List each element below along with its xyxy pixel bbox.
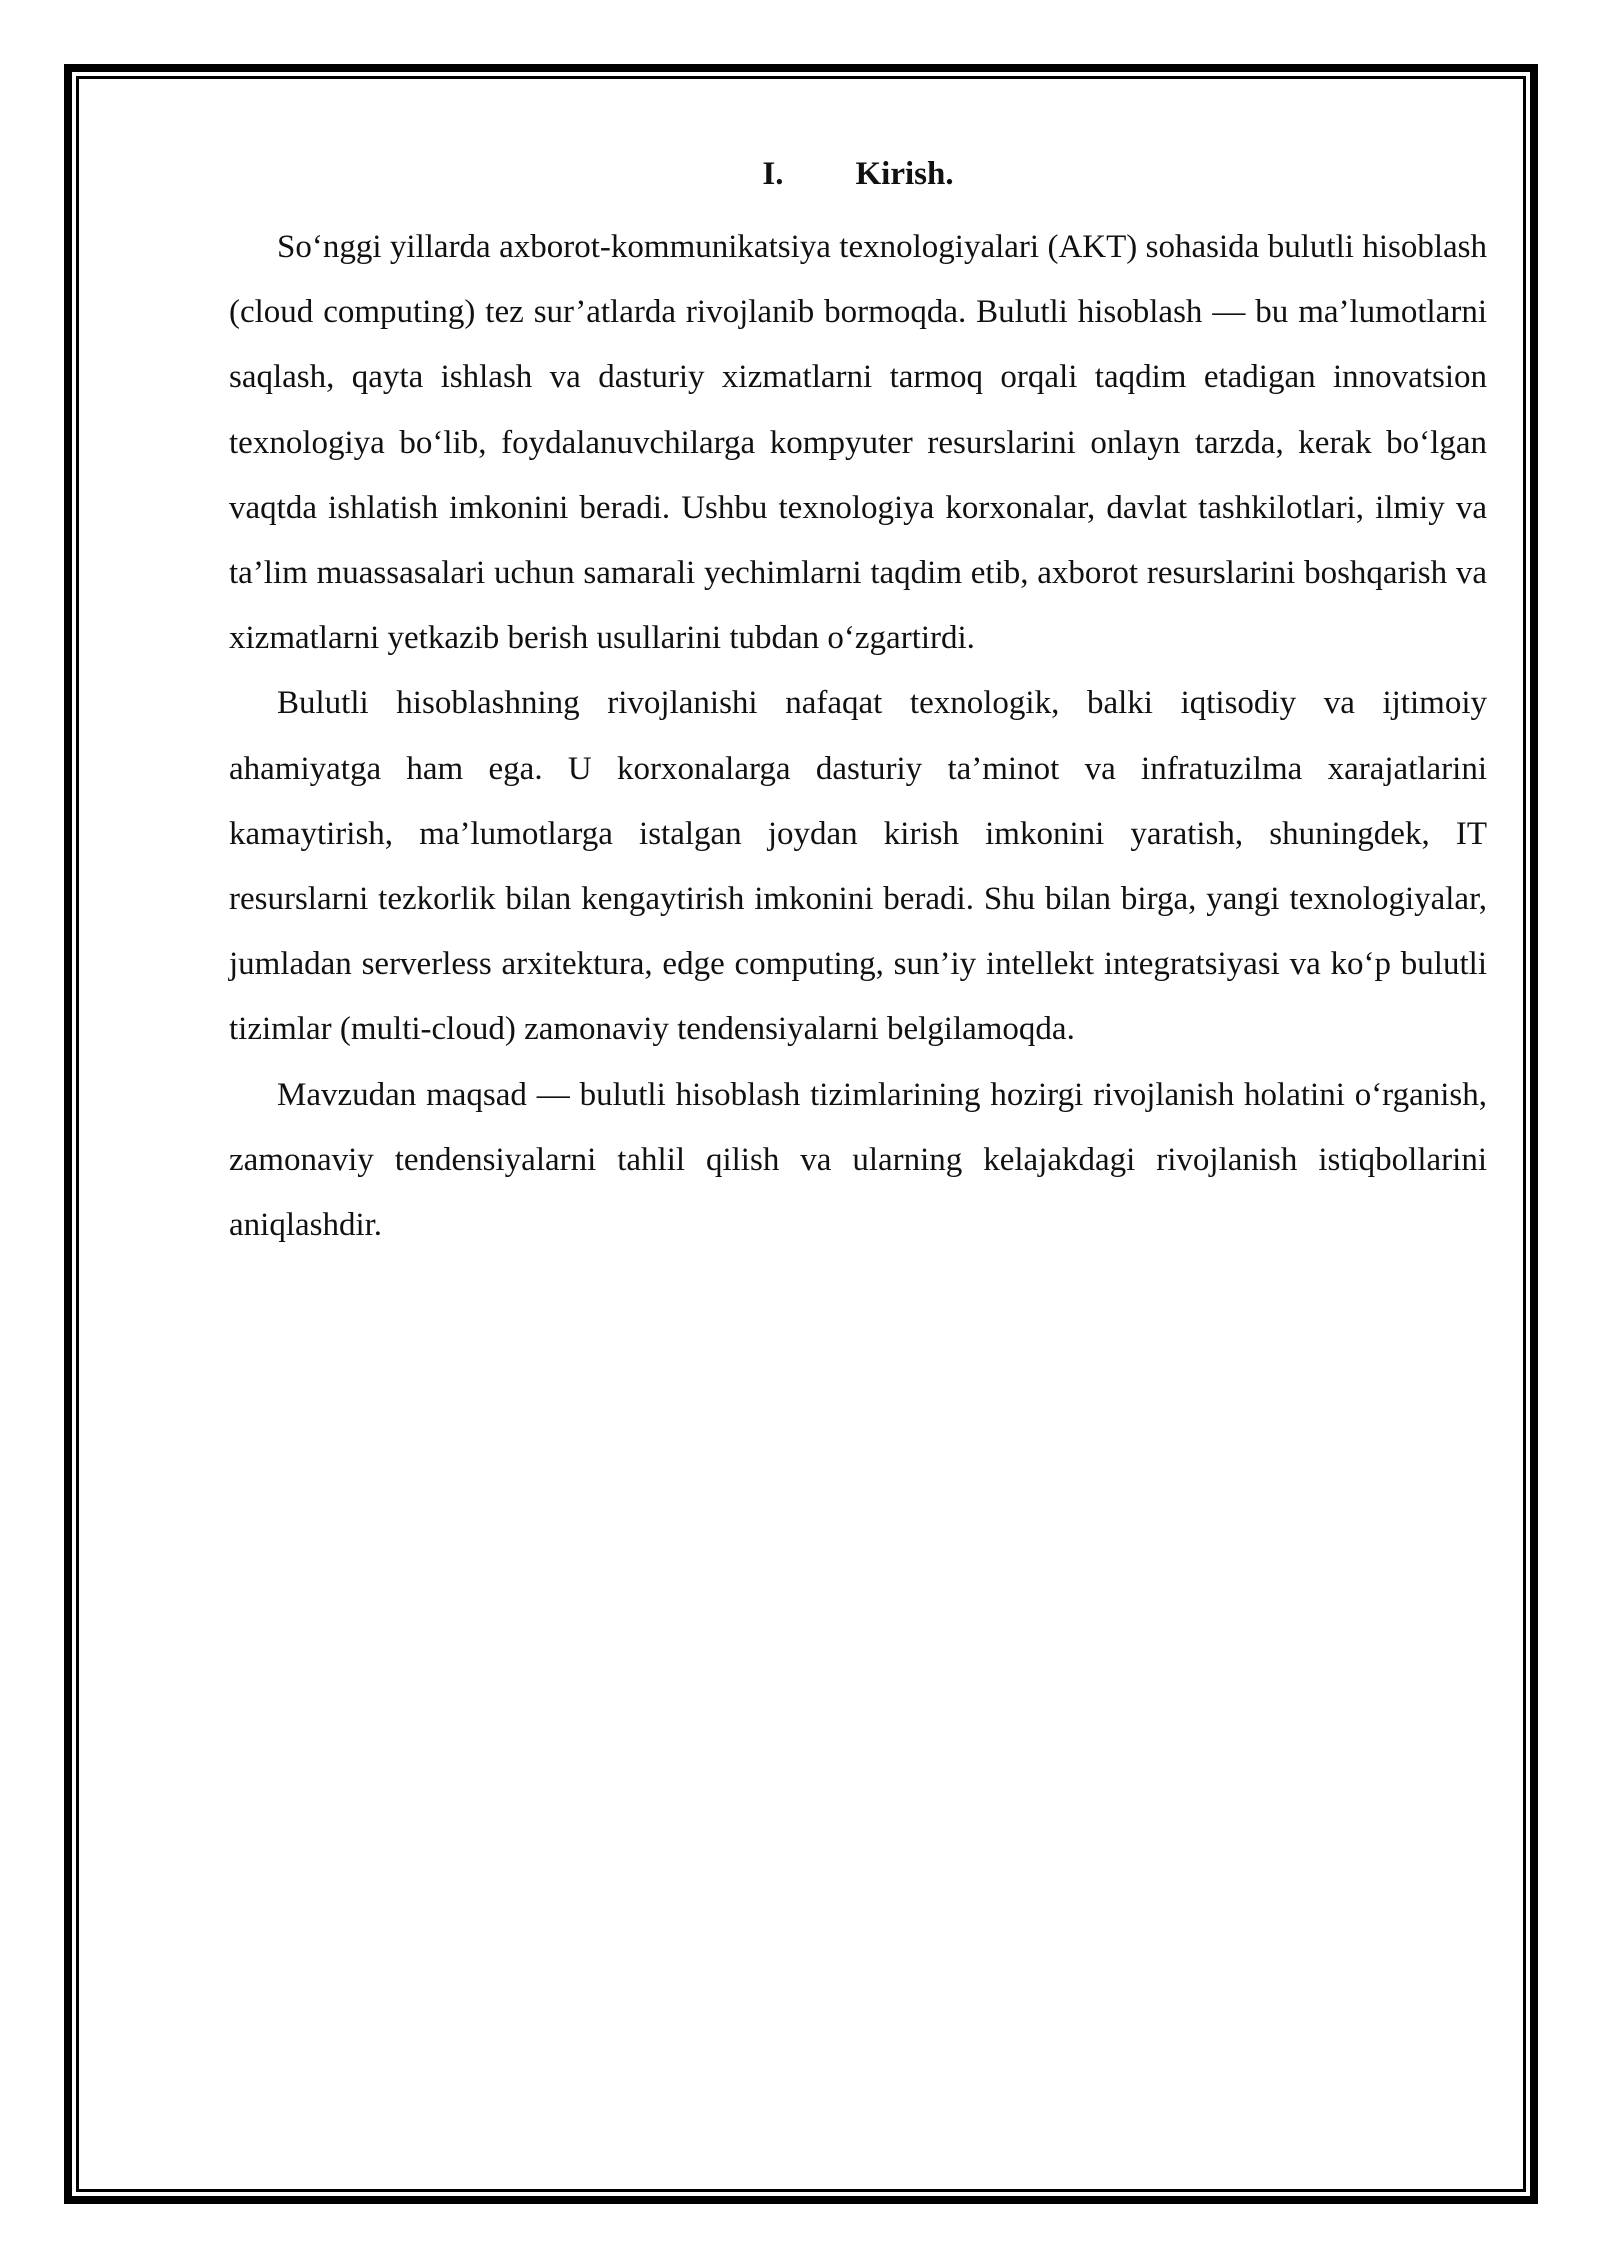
- paragraph-significance: Bulutli hisoblashning rivojlanishi nafaqat texnologik, balki iqtisodiy va ijtimoiy ahamiyatga ham ega. U korxonalarga dasturiy ta’minot va infratuzilma xarajatlarini kamaytirish, ma’lumotlarga istalgan joydan kirish imkonini yaratish, shuningdek, IT resurslarni tezkorlik bilan kengaytirish imkonini beradi. Shu bilan birga, yangi texnologiyalar, jumladan serverless arxitektura, edge computing, sun’iy intellekt integratsiyasi va ko‘p bulutli tizimlar (multi-cloud) zamonaviy tendensiyalarni belgilamoqda.: [229, 685, 1487, 1048]
- section-title: Kirish.: [855, 156, 954, 192]
- section-number: I.: [762, 156, 784, 192]
- paragraph-objective: Mavzudan maqsad — bulutli hisoblash tizimlarining hozirgi rivojlanish holatini o‘rganish, zamonaviy tendensiyalarni tahlil qilish va ularning kelajakdagi rivojlanish istiqbollarini aniqlashdir.: [229, 1076, 1487, 1244]
- section-heading: [229, 150, 1487, 198]
- document-body: [229, 150, 1487, 1258]
- paragraph-intro: So‘nggi yillarda axborot-kommunikatsiya texnologiyalari (AKT) sohasida bulutli hisoblash (cloud computing) tez sur’atlarda rivojlanib bormoqda. Bulutli hisoblash — bu ma’lumotlarni saqlash, qayta ishlash va dasturiy xizmatlarni tarmoq orqali taqdim etadigan innovatsion texnologiya bo‘lib, foydalanuvchilarga kompyuter resurslarini onlayn tarzda, kerak bo‘lgan vaqtda ishlatish imkonini beradi. Ushbu texnologiya korxonalar, davlat tashkilotlari, ilmiy va ta’lim muassasalari uchun samarali yechimlarni taqdim etib, axborot resurslarini boshqarish va xizmatlarni yetkazib berish usullarini tubdan o‘zgartirdi.: [229, 229, 1487, 657]
